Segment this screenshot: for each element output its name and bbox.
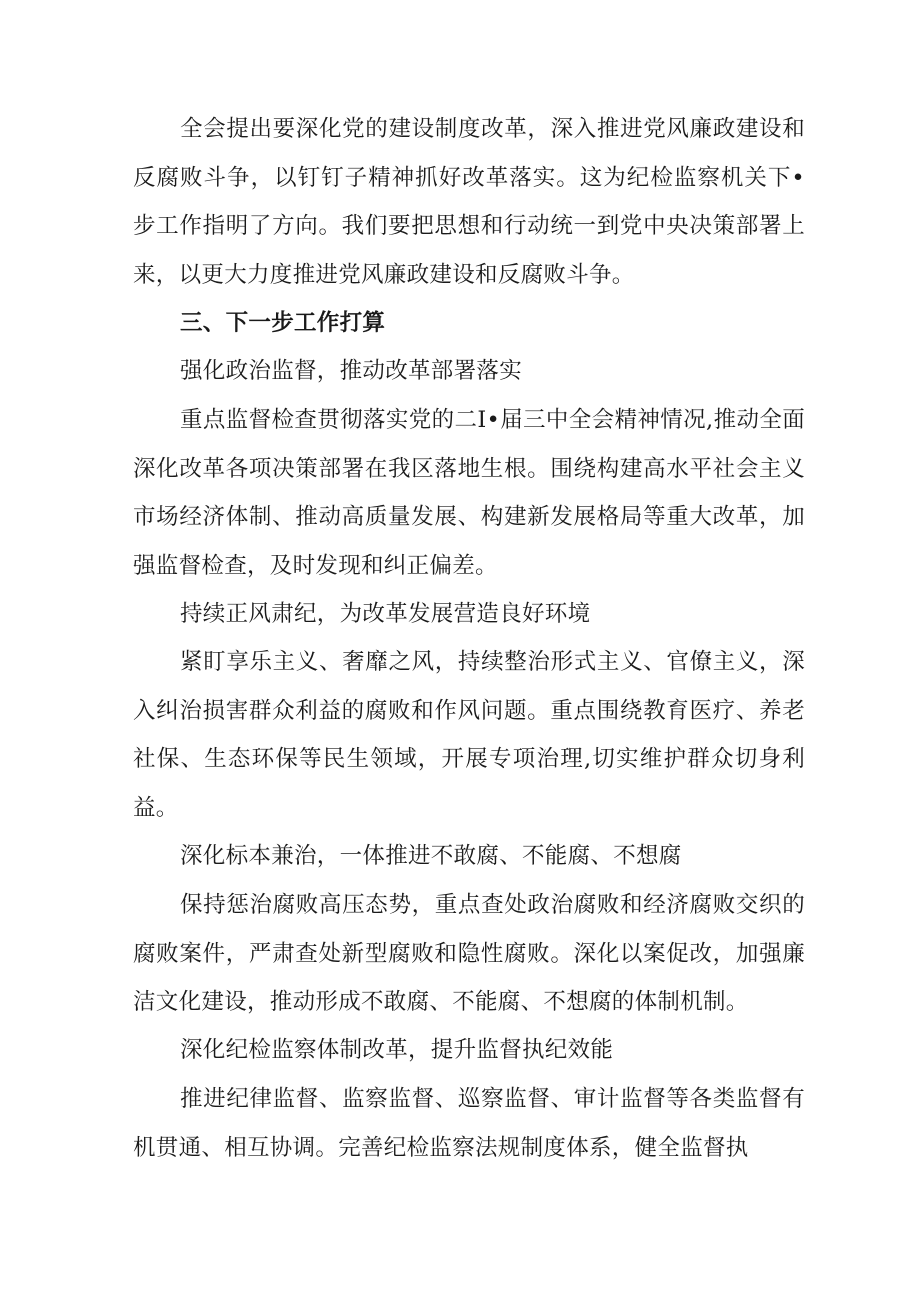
paragraph-political-supervision: 重点监督检查贯彻落实党的二I•届三中全会精神情况,推动全面深化改革各项决策部署在我区落地生根。围绕构建高水平社会主义市场经济体制、推动高质量发展、构建新发展格局等重大改革，加强监督检查，及时发现和纠正偏差。 bbox=[133, 407, 805, 579]
subheading-reform: 深化纪检监察体制改革，提升监督执纪效能 bbox=[180, 1037, 614, 1063]
section-heading: 三、下一步工作打算 bbox=[180, 310, 386, 336]
paragraph-discipline: 紧盯享乐主义、奢靡之风，持续整治形式主义、官僚主义，深入纠治损害群众利益的腐败和作风问题。重点围绕教育医疗、养老社保、生态环保等民生领域，开展专项治理,切实维护群众切身利益。 bbox=[133, 649, 805, 821]
subheading-anticorruption: 深化标本兼治，一体推进不敢腐、不能腐、不想腐 bbox=[180, 843, 682, 869]
paragraph-body-intro: 全会提出要深化党的建设制度改革，深入推进党风廉政建设和反腐败斗争，以钉钉子精神抓好改革落实。这为纪检监察机关下•步工作指明了方向。我们要把思想和行动统一到党中央决策部署上来，以更大力度推进党风廉政建设和反腐败斗争。 bbox=[133, 116, 805, 288]
subheading-discipline: 持续正风肃纪，为改革发展营造良好环境 bbox=[180, 601, 591, 627]
paragraph-anticorruption: 保持惩治腐败高压态势，重点查处政治腐败和经济腐败交织的腐败案件，严肃查处新型腐败和隐性腐败。深化以案促改，加强廉洁文化建设，推动形成不敢腐、不能腐、不想腐的体制机制。 bbox=[133, 892, 805, 1015]
subheading-political-supervision: 强化政治监督，推动改革部署落实 bbox=[180, 358, 523, 384]
paragraph-reform: 推进纪律监督、监察监督、巡察监督、审计监督等各类监督有机贯通、相互协调。完善纪检监察法规制度体系，健全监督执 bbox=[133, 1086, 805, 1161]
